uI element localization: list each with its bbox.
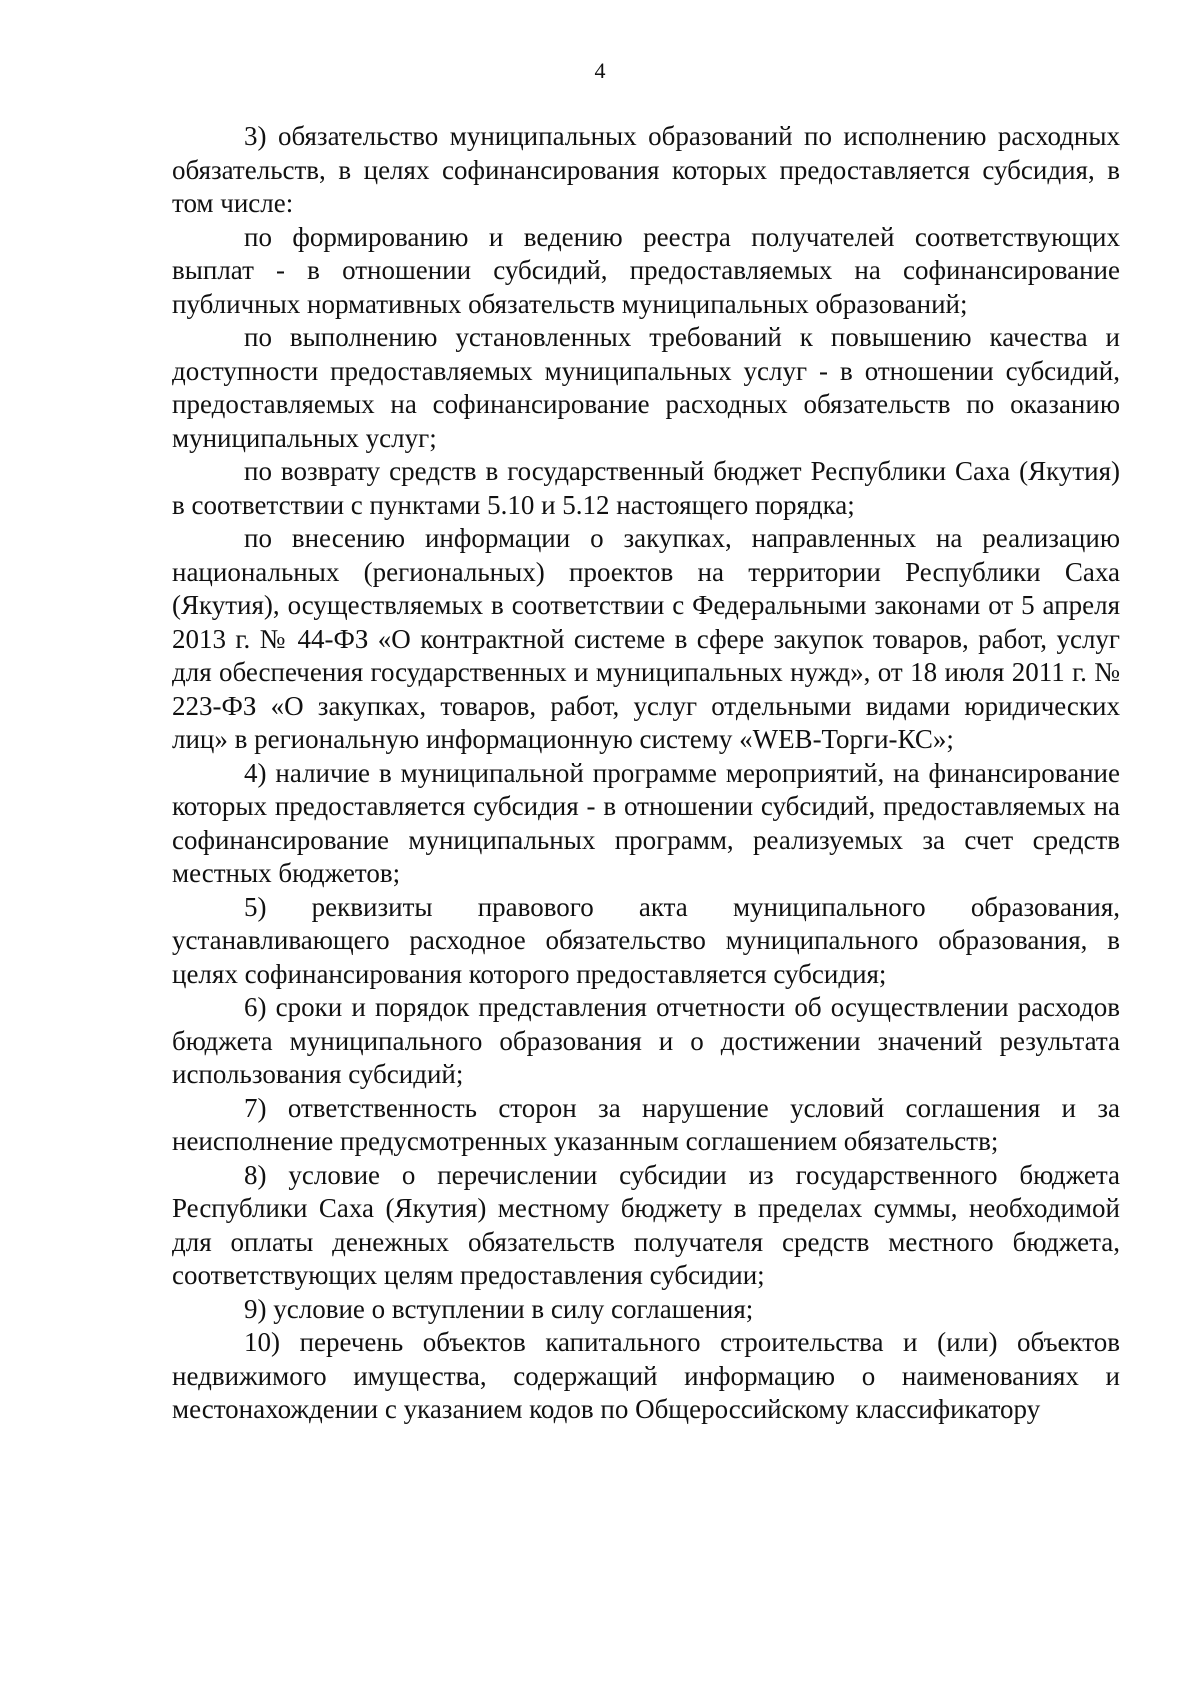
page-number: 4: [594, 58, 606, 83]
paragraph-item-8: 8) условие о перечислении субсидии из государственного бюджета Республики Саха (Якутия) местному бюджету в пределах суммы, необходимой для оплаты денежных обязательств получателя средств местного бюджета, соответствующих целям предоставления субсидии;: [172, 1159, 1120, 1290]
paragraph-refund: по возврату средств в государственный бюджет Республики Саха (Якутия) в соответствии с пунктами 5.10 и 5.12 настоящего порядка;: [172, 456, 1120, 520]
paragraph-registry: по формированию и ведению реестра получателей соответствующих выплат - в отношении субсидий, предоставляемых на софинансирование публичных нормативных обязательств муниципальных образований;: [172, 221, 1120, 319]
paragraph-item-10: 10) перечень объектов капитального строительства и (или) объектов недвижимого имущества, содержащий информацию о наименованиях и местонахождении с указанием кодов по Общероссийскому классификатору: [172, 1327, 1120, 1424]
paragraph-procurement-info: по внесению информации о закупках, направленных на реализацию национальных (региональных) проектов на территории Республики Саха (Якутия), осуществляемых в соответствии с Федеральными законами от 5 апреля 2013 г. № 44-ФЗ «О контрактной системе в сфере закупок товаров, работ, услуг для обеспечения государственных и муниципальных нужд», от 18 июля 2011 г. № 223-ФЗ «О закупках, товаров, работ, услуг отдельными видами юридических лиц» в региональную информационную систему «WEB-Торги-КС»;: [172, 523, 1120, 754]
document-body: [172, 120, 1120, 1427]
paragraph-item-6: 6) сроки и порядок представления отчетности об осуществлении расходов бюджета муниципального образования и о достижении значений результата использования субсидий;: [172, 992, 1120, 1089]
paragraph-item-5: 5) реквизиты правового акта муниципального образования, устанавливающего расходное обязательство муниципального образования, в целях софинансирования которого предоставляется субсидия;: [172, 891, 1120, 989]
paragraph-item-9: 9) условие о вступлении в силу соглашения;: [244, 1293, 754, 1324]
paragraph-item-3: 3) обязательство муниципальных образований по исполнению расходных обязательств, в целях софинансирования которых предоставляется субсидия, в том числе:: [172, 121, 1120, 218]
paragraph-item-4: 4) наличие в муниципальной программе мероприятий, на финансирование которых предоставляется субсидия - в отношении субсидий, предоставляемых на софинансирование муниципальных программ, реализуемых за счет средств местных бюджетов;: [172, 757, 1120, 888]
paragraph-item-7: 7) ответственность сторон за нарушение условий соглашения и за неисполнение предусмотренных указанным соглашением обязательств;: [172, 1092, 1120, 1156]
paragraph-service-quality: по выполнению установленных требований к повышению качества и доступности предоставляемых муниципальных услуг - в отношении субсидий, предоставляемых на софинансирование расходных обязательств по оказанию муниципальных услуг;: [172, 322, 1120, 453]
